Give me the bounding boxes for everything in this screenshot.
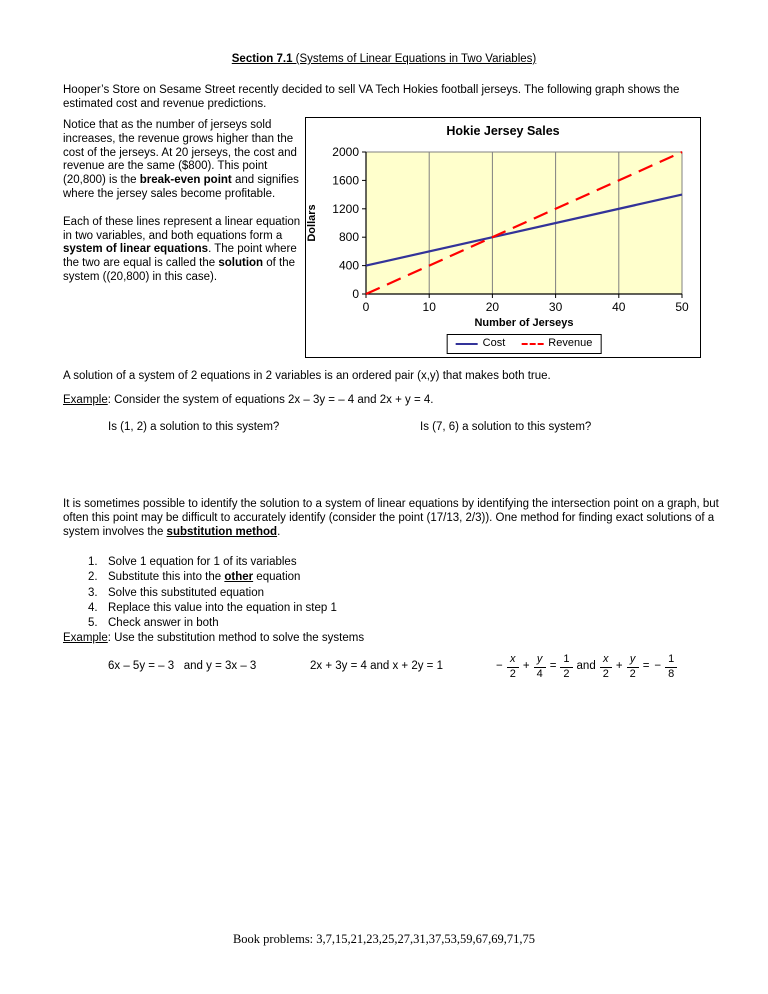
svg-text:0: 0 <box>362 300 370 314</box>
legend-label-revenue: Revenue <box>548 337 593 349</box>
fraction-x-over-2: $\frac{x}{2}$ <box>507 654 519 680</box>
question-2: Is (7, 6) a solution to this system? <box>420 421 592 433</box>
example-2: Example: Use the substitution method to solve the systems <box>63 632 365 644</box>
intro-paragraph: Hooper’s Store on Sesame Street recently decided to sell VA Tech Hokies football jerseys. The following graph shows the estimated cost and revenue predictions. <box>63 84 680 110</box>
svg-text:30: 30 <box>548 300 563 314</box>
substitution-paragraph: It is sometimes possible to identify the solution to a system of linear equations by identifying the intersection point on a graph, but often this point may be difficult to accurately identify (consider the point (17/13, 2/3)). One method for finding exact solutions of a system involves the substitution method. <box>63 498 719 538</box>
solution-term: solution <box>218 257 264 270</box>
y-axis-title: Dollars <box>306 204 318 242</box>
svg-text:40: 40 <box>612 300 626 314</box>
paragraph-system-definition: Each of these lines represent a linear equation in two variables, and both equations form a system of linear equations. The point where the two are equal is called the solution of the system ((20,800) in this case). <box>63 215 301 283</box>
minus-sign-2: − <box>654 660 662 673</box>
svg-text:2000: 2000 <box>332 145 359 159</box>
svg-text:20: 20 <box>485 300 500 314</box>
section-number: Section 7.1 <box>231 53 293 65</box>
minus-sign: − <box>496 660 503 673</box>
hokie-jersey-sales-chart <box>305 117 701 358</box>
example-1-label: Example <box>63 394 108 406</box>
fraction-1-over-8: $\frac{1}{8}$ <box>665 654 677 680</box>
legend-label-cost: Cost <box>482 337 506 349</box>
substitution-steps-list <box>88 556 588 632</box>
step-3: 3. Solve this substituted equation <box>88 586 264 599</box>
question-1: Is (1, 2) a solution to this system? <box>108 421 280 433</box>
svg-text:0: 0 <box>352 287 359 301</box>
fraction-y-over-4: $\frac{y}{4}$ <box>534 654 546 680</box>
system-2: 2x + 3y = 4 and x + 2y = 1 <box>310 660 443 672</box>
svg-text:400: 400 <box>338 258 359 273</box>
x-axis-title: Number of Jerseys <box>474 317 574 329</box>
solution-definition: A solution of a system of 2 equations in 2 variables is an ordered pair (x,y) that makes both true. <box>63 370 551 382</box>
step-2: 2. Substitute this into the other equation <box>88 571 301 584</box>
chart-title: Hokie Jersey Sales <box>446 124 560 138</box>
legend-item-revenue <box>521 337 592 351</box>
revenue-line-swatch-icon <box>521 343 543 345</box>
svg-text:800: 800 <box>338 230 359 245</box>
step-5: 5. Check answer in both <box>88 617 219 630</box>
practice-systems-row <box>0 648 768 688</box>
fraction-1-over-2: $\frac{1}{2}$ <box>560 654 572 680</box>
svg-text:1600: 1600 <box>332 173 359 188</box>
book-problems-footer: Book problems: 3,7,15,21,23,25,27,31,37,53,59,67,69,71,75 <box>232 932 536 946</box>
svg-text:1200: 1200 <box>332 201 359 216</box>
step-4: 4. Replace this value into the equation in step 1 <box>88 601 337 614</box>
page-title <box>0 53 768 67</box>
substitution-method-term: substitution method <box>166 525 278 538</box>
legend-item-cost <box>456 337 506 351</box>
chart-plot-area <box>314 144 694 318</box>
step-1: 1. Solve 1 equation for 1 of its variables <box>88 556 297 568</box>
equals-sign-2: = <box>642 660 650 673</box>
cost-line-swatch-icon <box>456 343 478 345</box>
section-title: (Systems of Linear Equations in Two Variables) <box>292 53 537 65</box>
chart-legend <box>447 334 602 354</box>
svg-text:50: 50 <box>675 300 689 314</box>
equals-sign: = <box>549 660 557 673</box>
svg-text:10: 10 <box>422 300 436 314</box>
system-1: 6x – 5y = – 3 and y = 3x – 3 <box>108 660 257 672</box>
example-2-label: Example <box>63 632 108 644</box>
and-conjunction: and <box>576 660 596 673</box>
fraction-x-over-2b: $\frac{x}{2}$ <box>600 654 612 680</box>
plus-sign-2: + <box>615 660 623 673</box>
break-even-term: break-even point <box>139 174 232 187</box>
fraction-y-over-2: $\frac{y}{2}$ <box>627 654 639 680</box>
system-term: system of linear equations <box>63 243 209 256</box>
paragraph-break-even: Notice that as the number of jerseys sold increases, the revenue grows higher than the cost of the jerseys. At 20 jerseys, the cost and revenue are the same ($800). This point (20,800) is the break-even point and signifies where the jersey sales become profitable. <box>63 119 299 200</box>
chart-explanation-column <box>63 119 308 285</box>
example-1: Example: Consider the system of equations 2x – 3y = – 4 and 2x + y = 4. <box>63 394 434 406</box>
other-term: other <box>224 571 254 584</box>
plus-sign: + <box>522 660 530 673</box>
system-3-fractions <box>495 648 677 686</box>
